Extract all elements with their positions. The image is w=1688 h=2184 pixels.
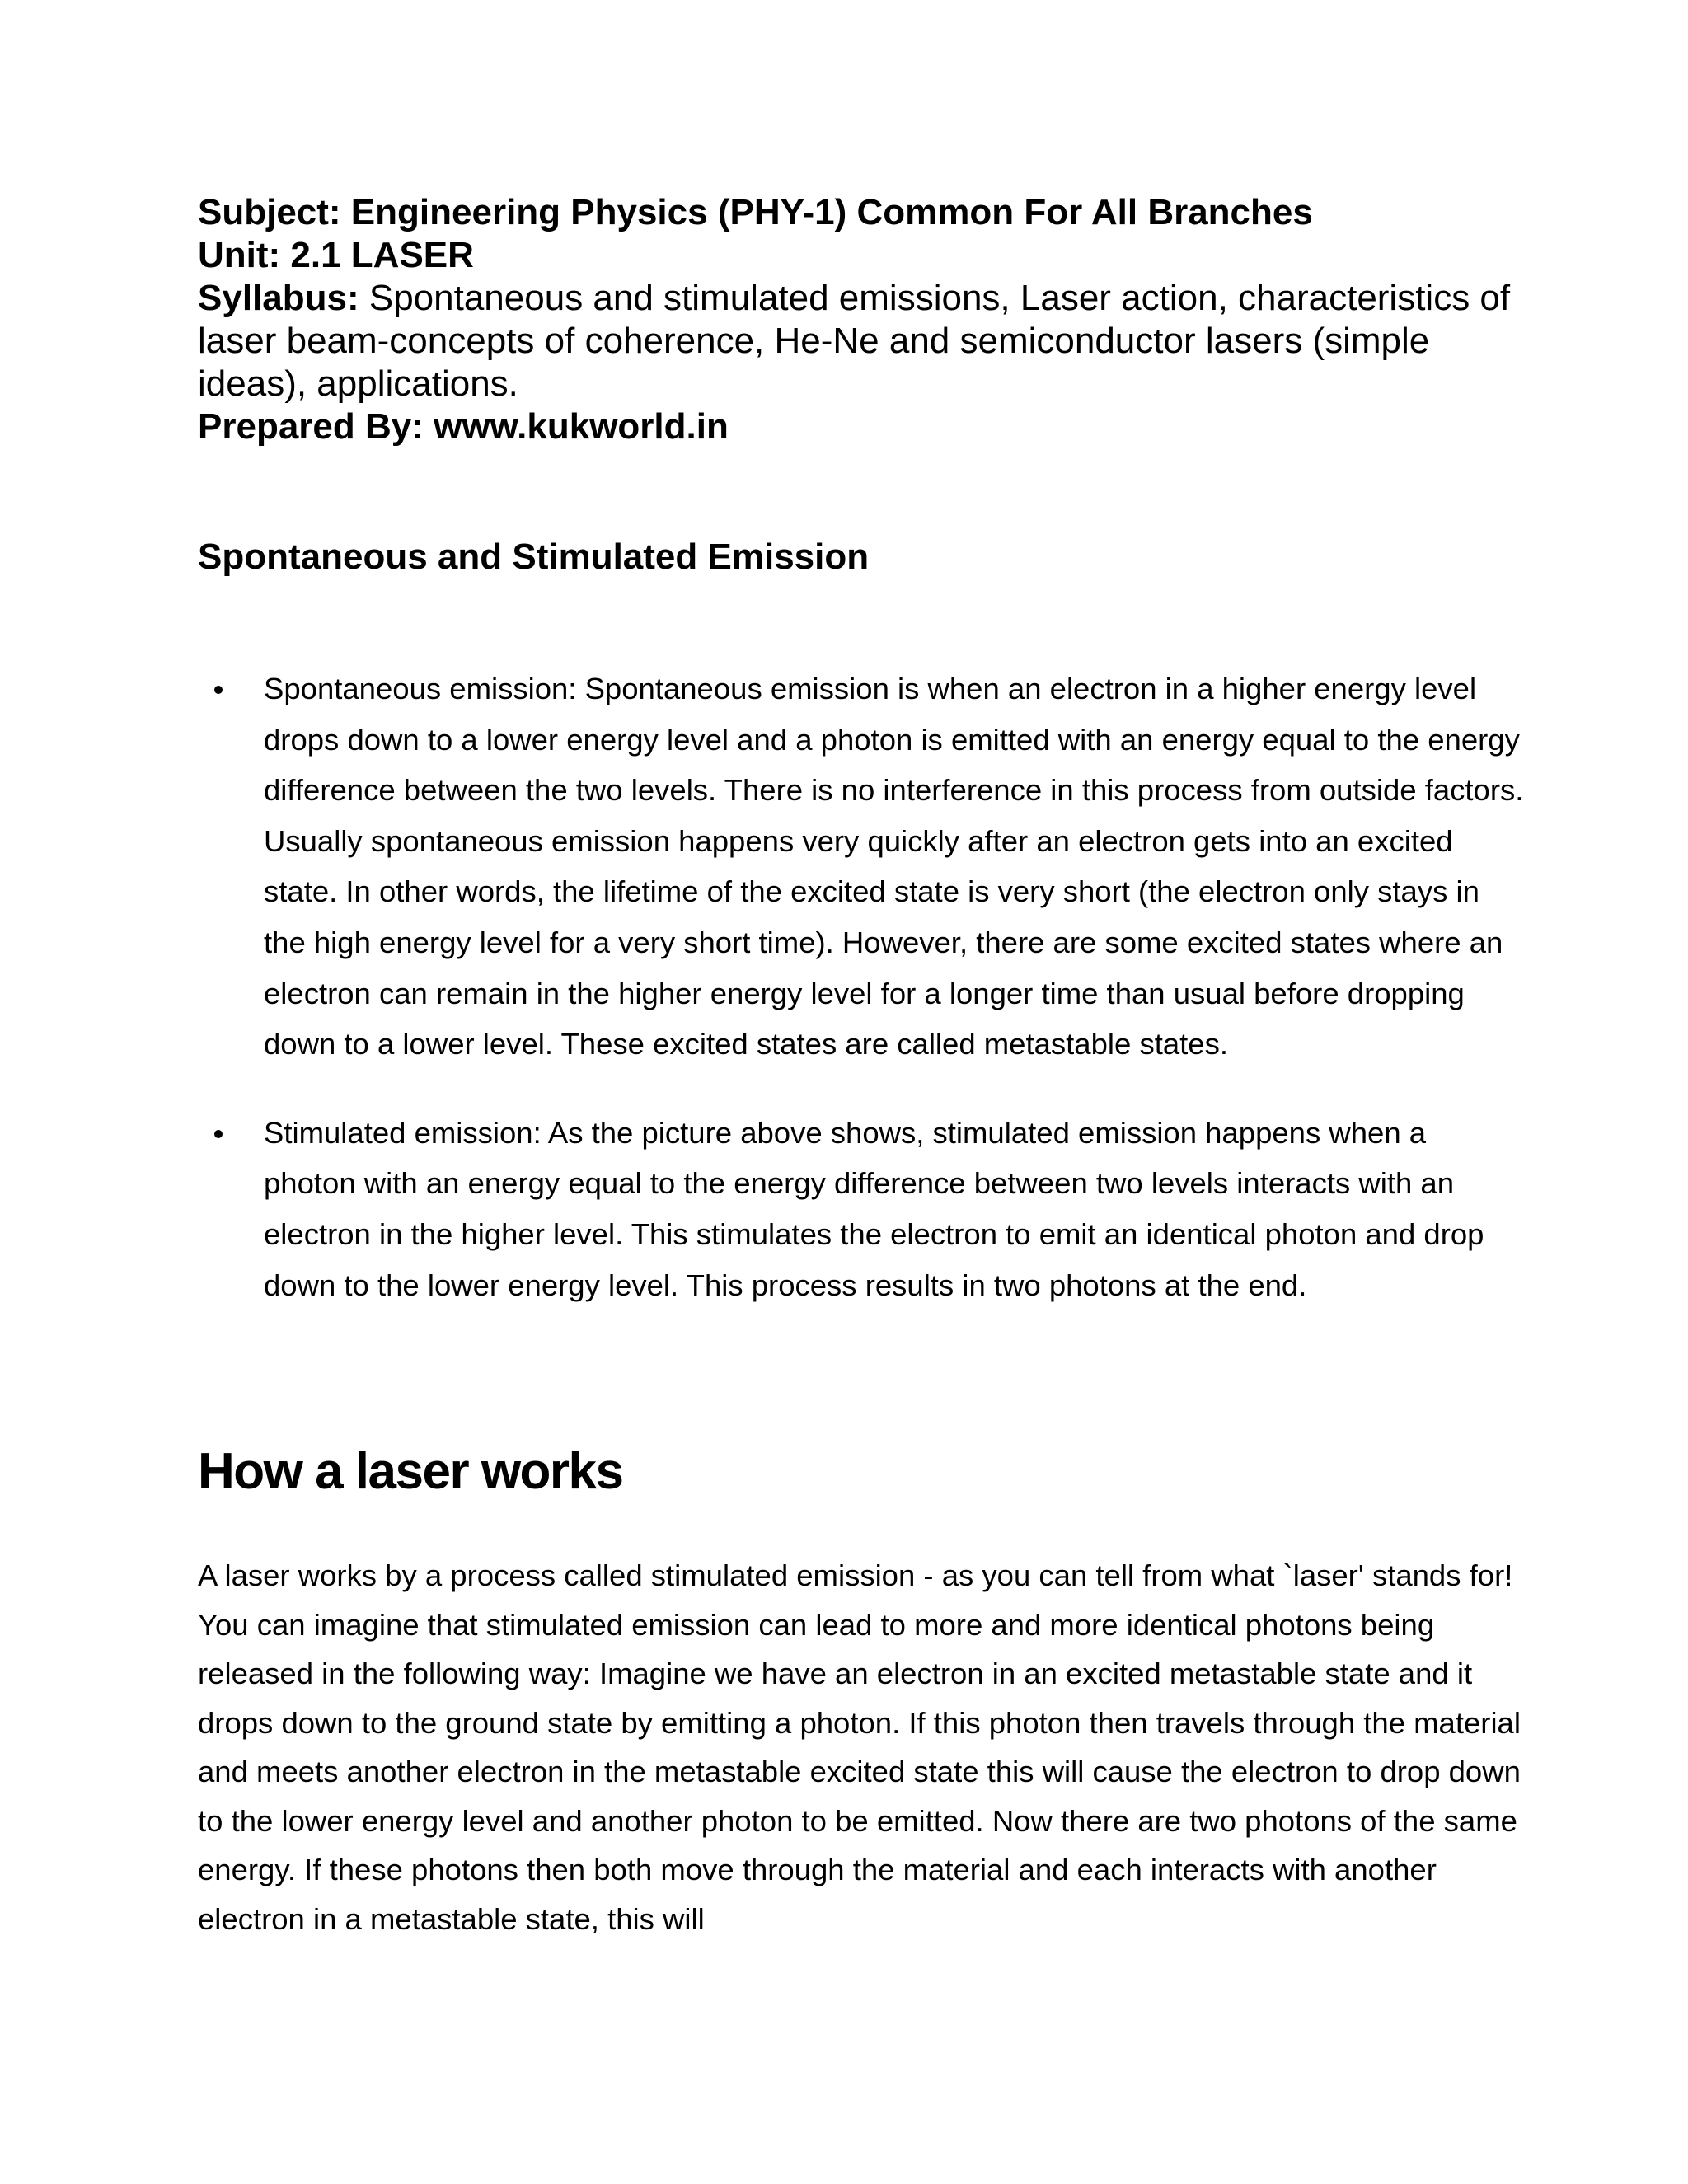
prepared-by-line: Prepared By: www.kukworld.in (198, 406, 729, 447)
emission-bullet-list (198, 663, 1525, 1310)
syllabus-label: Syllabus: (198, 278, 359, 318)
bullet-dot-icon (214, 686, 223, 694)
bullet-text: Stimulated emission: As the picture above shows, stimulated emission happens when a photon with an energy equal to the energy difference between two levels interacts with an electron in the higher level. This stimulates the electron to emit an identical photon and drop down to the lower energy level. This process results in two photons at the end. (264, 1115, 1484, 1302)
bullet-item-stimulated (198, 1108, 1525, 1310)
section-heading-emission: Spontaneous and Stimulated Emission (198, 537, 870, 577)
document-header (198, 191, 1517, 448)
syllabus-line (198, 277, 1517, 405)
subject-line: Subject: Engineering Physics (PHY-1) Common For All Branches (198, 192, 1313, 232)
laser-works-paragraph: A laser works by a process called stimulated emission - as you can tell from what `laser' stands for! You can imagine that stimulated emission can lead to more and more identical photons being released in the following way: Imagine we have an electron in an excited metastable state and it drops down to the ground state by emitting a photon. If this photon then travels through the material and meets another electron in the metastable excited state this will cause the electron to drop down to the lower energy level and another photon to be emitted. Now there are two photons of the same energy. If these photons then both move through the material and each interacts with another electron in a metastable state, this will (198, 1558, 1521, 1936)
unit-line: Unit: 2.1 LASER (198, 235, 474, 275)
bullet-item-spontaneous (198, 663, 1525, 1070)
section-heading-laser-works: How a laser works (198, 1443, 623, 1500)
syllabus-text: Spontaneous and stimulated emissions, Laser action, characteristics of laser beam-concepts of coherence, He-Ne and semiconductor lasers (simple ideas), applications. (198, 278, 1511, 404)
bullet-dot-icon (214, 1130, 223, 1138)
bullet-text: Spontaneous emission: Spontaneous emission is when an electron in a higher energy level drops down to a lower energy level and a photon is emitted with an energy equal to the energy difference between the two levels. There is no interference in this process from outside factors. Usually spontaneous emission happens very quickly after an electron gets into an excited state. In other words, the lifetime of the excited state is very short (the electron only stays in the high energy level for a very short time). However, there are some excited states where an electron can remain in the higher energy level for a longer time than usual before dropping down to a lower level. These excited states are called metastable states. (264, 672, 1524, 1062)
